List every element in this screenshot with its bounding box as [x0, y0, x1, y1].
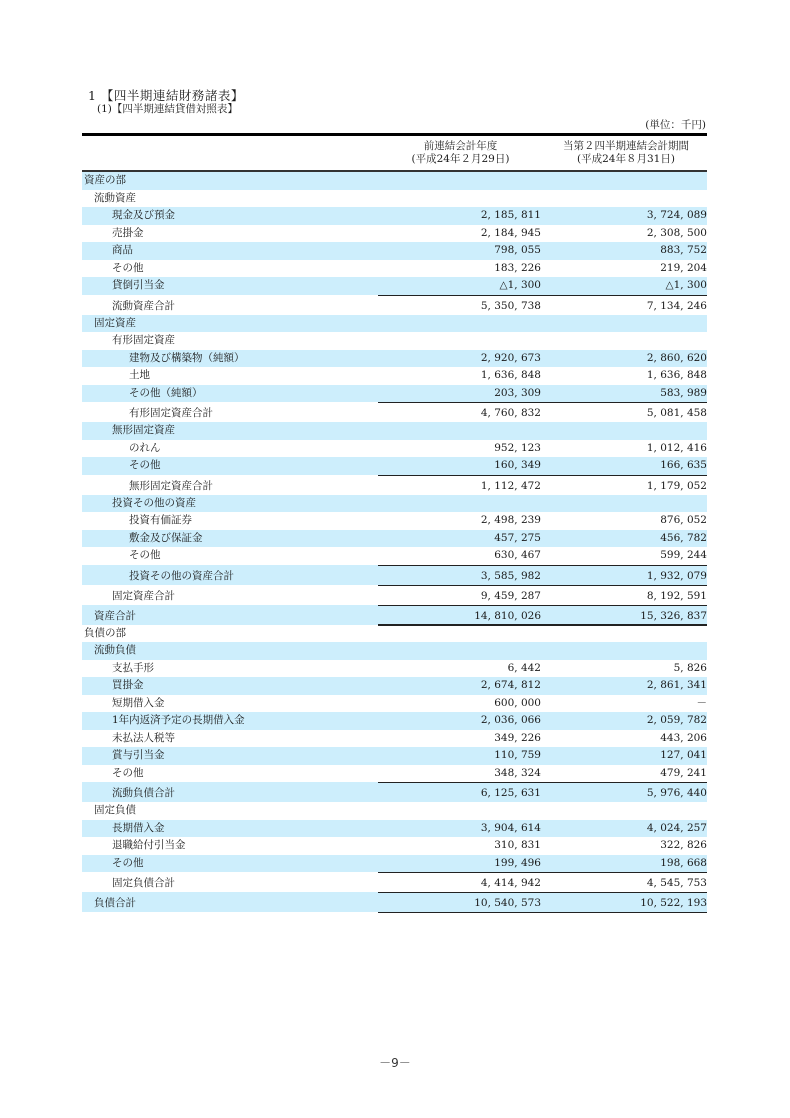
table-row	[82, 385, 707, 403]
value-current-quarter: 3, 724, 089	[646, 209, 707, 221]
row-label: その他（純額）	[129, 386, 203, 399]
row-label: 建物及び構築物（純額）	[129, 351, 245, 364]
unit-label: (単位：千円)	[645, 119, 706, 131]
table-row-total	[82, 565, 707, 585]
value-current-quarter: 127, 041	[660, 749, 707, 761]
value-current-quarter: 5, 826	[673, 661, 707, 674]
column-header-line1: 当第２四半期連結会計期間	[563, 140, 689, 152]
row-label: 長期借入金	[112, 821, 165, 834]
value-prior-year: 199, 496	[494, 856, 541, 869]
table-row	[82, 367, 707, 385]
row-label: 短期借入金	[112, 696, 165, 709]
value-prior-year: 183, 226	[494, 261, 541, 274]
value-current-quarter: 166, 635	[660, 459, 707, 471]
value-prior-year: 2, 674, 812	[480, 679, 541, 691]
value-current-quarter: 883, 752	[660, 244, 707, 256]
row-label: 有形固定資産合計	[129, 407, 213, 419]
row-label: 負債の部	[84, 626, 126, 639]
row-label: 資産の部	[84, 174, 126, 186]
row-label: 賞与引当金	[112, 749, 165, 761]
section-title: (1)【四半期連結貸借対照表】	[97, 103, 238, 115]
value-prior-year: 3, 585, 982	[480, 569, 541, 582]
row-label: 無形固定資産	[112, 424, 175, 436]
table-row	[82, 712, 707, 730]
value-prior-year: 4, 760, 832	[480, 407, 541, 419]
row-label: その他	[129, 549, 161, 561]
table-row-total	[82, 402, 707, 422]
value-current-quarter: －	[696, 696, 707, 709]
row-label: その他	[112, 856, 144, 869]
table-row-total	[82, 475, 707, 495]
value-prior-year: 6, 125, 631	[480, 787, 541, 799]
value-current-quarter: 15, 326, 837	[640, 609, 707, 622]
value-prior-year: 798, 055	[494, 244, 541, 256]
table-row	[82, 677, 707, 695]
row-label: 固定負債	[94, 804, 136, 816]
value-current-quarter: △1, 300	[665, 279, 707, 291]
table-row	[82, 660, 707, 678]
value-prior-year: 4, 414, 942	[480, 877, 541, 889]
table-row	[82, 530, 707, 548]
row-label: 有形固定資産	[112, 334, 175, 346]
row-label: 投資その他の資産合計	[129, 569, 234, 582]
value-current-quarter: 198, 668	[660, 856, 707, 869]
table-row-section	[82, 422, 707, 440]
value-prior-year: 1, 636, 848	[480, 369, 541, 381]
table-row-section	[82, 625, 707, 643]
value-current-quarter: 5, 976, 440	[646, 787, 707, 799]
table-row	[82, 837, 707, 855]
value-current-quarter: 876, 052	[660, 514, 707, 526]
row-label: 売掛金	[112, 226, 144, 239]
column-header-current-quarter	[545, 140, 707, 166]
table-row-total	[82, 295, 707, 315]
row-label: 支払手形	[112, 661, 154, 674]
value-current-quarter: 1, 932, 079	[646, 569, 707, 582]
table-row-section	[82, 172, 707, 190]
value-current-quarter: 2, 860, 620	[646, 351, 707, 364]
table-row-total	[82, 872, 707, 892]
table-row	[82, 225, 707, 243]
table-row	[82, 547, 707, 565]
value-prior-year: 160, 349	[494, 459, 541, 471]
page-title: 1 【四半期連結財務諸表】	[88, 88, 244, 103]
table-row	[82, 242, 707, 260]
table-row	[82, 260, 707, 278]
row-label: 資産合計	[94, 609, 136, 622]
column-header-prior-year	[378, 140, 543, 166]
value-current-quarter: 2, 059, 782	[646, 714, 707, 726]
value-current-quarter: 322, 826	[660, 839, 707, 851]
table-row-total	[82, 782, 707, 802]
value-current-quarter: 443, 206	[660, 731, 707, 744]
row-label: その他	[112, 766, 144, 779]
table-row	[82, 512, 707, 530]
value-current-quarter: 1, 636, 848	[646, 369, 707, 381]
value-current-quarter: 7, 134, 246	[646, 299, 707, 312]
value-current-quarter: 219, 204	[660, 261, 707, 274]
balance-sheet-table	[82, 172, 707, 912]
row-label: 商品	[112, 244, 133, 256]
header-rule	[82, 133, 707, 136]
row-label: 敷金及び保証金	[129, 531, 203, 544]
row-label: その他	[112, 261, 144, 274]
value-prior-year: 6, 442	[507, 661, 541, 674]
table-row	[82, 855, 707, 873]
value-prior-year: 9, 459, 287	[480, 589, 541, 602]
value-current-quarter: 8, 192, 591	[646, 589, 707, 602]
table-row	[82, 730, 707, 748]
row-label: 流動資産合計	[112, 299, 175, 312]
value-current-quarter: 2, 308, 500	[646, 226, 707, 239]
table-row-section	[82, 332, 707, 350]
row-label: 固定資産	[94, 316, 136, 329]
table-row	[82, 350, 707, 368]
value-prior-year: 5, 350, 738	[480, 299, 541, 312]
table-row	[82, 457, 707, 475]
value-current-quarter: 599, 244	[660, 549, 707, 561]
row-label: 1年内返済予定の長期借入金	[112, 714, 245, 726]
table-row-section	[82, 642, 707, 660]
row-label: 現金及び預金	[112, 209, 175, 221]
value-prior-year: 2, 498, 239	[480, 514, 541, 526]
value-prior-year: 14, 810, 026	[474, 609, 541, 622]
value-prior-year: 2, 185, 811	[480, 209, 541, 221]
row-label: 負債合計	[94, 897, 136, 909]
row-label: 土地	[129, 369, 150, 381]
row-label: 流動資産	[94, 191, 136, 204]
table-row	[82, 820, 707, 838]
table-row-section	[82, 495, 707, 513]
column-header-line2: (平成24年８月31日)	[577, 153, 675, 165]
row-label: 未払法人税等	[112, 731, 175, 744]
value-prior-year: 457, 275	[494, 531, 541, 544]
value-prior-year: 3, 904, 614	[480, 821, 541, 834]
value-current-quarter: 1, 012, 416	[646, 441, 707, 454]
table-row-total	[82, 605, 707, 625]
row-label: 固定負債合計	[112, 877, 175, 889]
table-row-section	[82, 190, 707, 208]
table-row	[82, 440, 707, 458]
value-current-quarter: 4, 024, 257	[646, 821, 707, 834]
value-prior-year: 310, 831	[494, 839, 541, 851]
row-label: 流動負債	[94, 644, 136, 656]
value-prior-year: 2, 920, 673	[480, 351, 541, 364]
table-row-total	[82, 585, 707, 605]
column-header-line1: 前連結会計年度	[423, 140, 498, 152]
row-label: 貸倒引当金	[112, 279, 165, 291]
value-current-quarter: 583, 989	[660, 386, 707, 399]
row-label: 無形固定資産合計	[129, 479, 213, 492]
value-prior-year: 2, 036, 066	[480, 714, 541, 726]
value-prior-year: 1, 112, 472	[480, 479, 541, 492]
value-prior-year: 2, 184, 945	[480, 226, 541, 239]
column-header-line2: (平成24年２月29日)	[411, 153, 510, 165]
value-current-quarter: 2, 861, 341	[646, 679, 707, 691]
row-label: 投資有価証券	[129, 514, 192, 526]
value-prior-year: 952, 123	[494, 441, 541, 454]
value-current-quarter: 1, 179, 052	[646, 479, 707, 492]
table-row	[82, 207, 707, 225]
row-label: のれん	[129, 441, 161, 454]
table-row	[82, 747, 707, 765]
row-label: その他	[129, 459, 161, 471]
value-prior-year: 348, 324	[494, 766, 541, 779]
value-current-quarter: 4, 545, 753	[646, 877, 707, 889]
page-number: －9－	[379, 1056, 411, 1070]
value-prior-year: 349, 226	[494, 731, 541, 744]
value-current-quarter: 456, 782	[660, 531, 707, 544]
row-label: 固定資産合計	[112, 589, 175, 602]
value-prior-year: 600, 000	[494, 696, 541, 709]
value-prior-year: △1, 300	[499, 279, 541, 291]
table-row-total	[82, 892, 707, 912]
value-current-quarter: 5, 081, 458	[646, 407, 707, 419]
table-row-section	[82, 315, 707, 333]
table-row	[82, 765, 707, 783]
table-row	[82, 277, 707, 295]
row-label: 流動負債合計	[112, 787, 175, 799]
value-prior-year: 110, 759	[494, 749, 541, 761]
row-label: 退職給付引当金	[112, 839, 186, 851]
value-prior-year: 630, 467	[494, 549, 541, 561]
table-row	[82, 695, 707, 713]
value-prior-year: 10, 540, 573	[474, 897, 541, 909]
table-row-section	[82, 802, 707, 820]
value-current-quarter: 479, 241	[660, 766, 707, 779]
row-label: 投資その他の資産	[112, 496, 196, 509]
row-label: 買掛金	[112, 679, 144, 691]
value-current-quarter: 10, 522, 193	[640, 897, 707, 909]
value-prior-year: 203, 309	[494, 386, 541, 399]
